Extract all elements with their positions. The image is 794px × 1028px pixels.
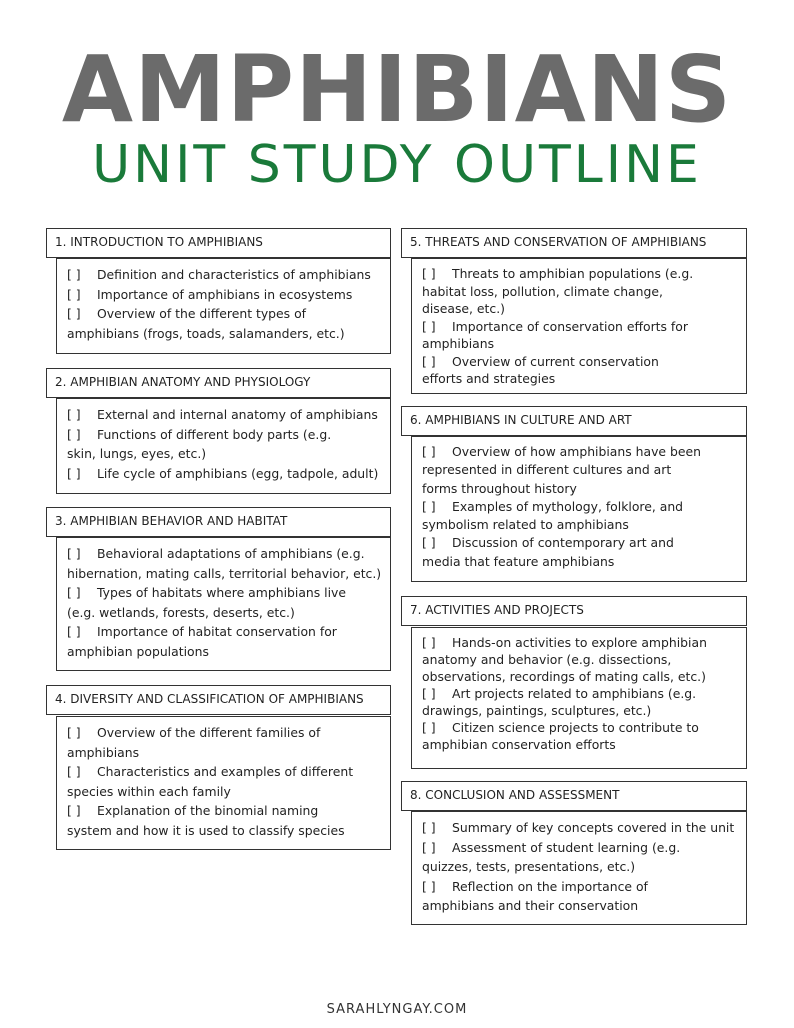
outline-item [422,668,746,685]
item-text: hibernation, mating calls, territorial behavior, etc.) [67,565,382,581]
outline-item [422,443,746,461]
checkbox-marker: [ ] [67,286,81,302]
section-heading: 3. AMPHIBIAN BEHAVIOR AND HABITAT [46,507,391,537]
section-items [411,811,747,925]
section-heading: 5. THREATS AND CONSERVATION OF AMPHIBIANS [401,228,747,258]
item-text: Summary of key concepts covered in the unit [452,820,735,835]
checkbox-marker: [ ] [67,624,81,639]
item-text: Importance of conservation efforts for [452,318,688,334]
item-text: amphibians and their conservation [422,898,639,913]
outline-item [67,444,390,464]
item-text: symbolism related to amphibians [422,517,629,533]
outline-item [67,464,390,484]
section-heading: 1. INTRODUCTION TO AMPHIBIANS [46,228,391,258]
checkbox-marker: [ ] [422,318,436,334]
outline-item [67,564,390,584]
checkbox-marker: [ ] [422,535,436,551]
outline-item [422,516,746,534]
outline-item [67,782,390,802]
section-items [411,627,747,769]
checkbox-marker: [ ] [67,407,81,422]
item-text: Hands-on activities to explore amphibian [452,635,707,650]
item-text: Examples of mythology, folklore, and [452,498,684,514]
outline-item [422,634,746,651]
outline-item [422,335,746,353]
outline-item [422,818,746,838]
item-text: Overview of how amphibians have been [452,444,701,459]
checkbox-marker: [ ] [422,878,436,894]
item-text: Life cycle of amphibians (egg, tadpole, adult) [97,465,379,481]
outline-item [67,285,390,305]
item-text: forms throughout history [422,480,577,496]
outline-item [67,723,390,743]
checkbox-marker: [ ] [422,444,436,459]
item-text: species within each family [67,783,231,799]
section-heading: 2. AMPHIBIAN ANATOMY AND PHYSIOLOGY [46,368,391,398]
item-text: Functions of different body parts (e.g. [97,426,332,442]
outline-item [67,743,390,763]
section-items [56,398,391,494]
section-items [56,716,391,850]
item-text: Overview of the different families of [97,725,321,740]
item-text: Discussion of contemporary art and [452,535,674,551]
item-text: amphibians (frogs, toads, salamanders, etc.) [67,325,345,341]
item-text: anatomy and behavior (e.g. dissections, [422,652,672,667]
item-text: Importance of habitat conservation for [97,624,337,639]
item-text: Overview of the different types of [97,306,307,321]
item-text: disease, etc.) [422,301,506,316]
outline-item [67,801,390,821]
outline-item [422,719,746,736]
section-heading: 8. CONCLUSION AND ASSESSMENT [401,781,747,811]
outline-item [67,821,390,841]
outline-item [422,838,746,858]
outline-item [422,318,746,336]
checkbox-marker: [ ] [67,465,81,481]
section-items [411,436,747,582]
section-items [56,258,391,354]
outline-item [422,370,746,388]
item-text: Art projects related to amphibians (e.g. [452,686,697,701]
item-text: Characteristics and examples of different [97,764,354,779]
checkbox-marker: [ ] [422,635,436,650]
item-text: skin, lungs, eyes, etc.) [67,446,207,461]
item-text: amphibians [422,336,495,351]
outline-item [422,736,746,753]
item-text: habitat loss, pollution, climate change, [422,283,663,299]
checkbox-marker: [ ] [422,353,436,369]
page-title: AMPHIBIANS [61,36,733,143]
item-text: amphibian conservation efforts [422,737,616,752]
outline-item [422,651,746,668]
item-text: Types of habitats where amphibians live [97,585,346,600]
checkbox-marker: [ ] [67,426,81,442]
item-text: Explanation of the binomial naming [97,803,319,818]
section-heading: 7. ACTIVITIES AND PROJECTS [401,596,747,626]
item-text: Assessment of student learning (e.g. [452,839,681,855]
item-text: efforts and strategies [422,371,556,386]
outline-item [67,622,390,642]
outline-item [422,553,746,571]
outline-item [422,265,746,283]
item-text: Citizen science projects to contribute to [452,720,699,735]
item-text: Definition and characteristics of amphibians [97,267,371,282]
item-text: External and internal anatomy of amphibians [97,407,378,422]
outline-item [67,583,390,603]
checkbox-marker: [ ] [67,725,81,740]
outline-item [422,353,746,371]
checkbox-marker: [ ] [67,764,81,779]
item-text: Behavioral adaptations of amphibians (e.g. [97,546,365,561]
item-text: Threats to amphibian populations (e.g. [452,266,694,281]
page-subtitle: UNIT STUDY OUTLINE [92,135,702,195]
item-text: observations, recordings of mating calls, etc.) [422,669,706,684]
outline-item [422,498,746,516]
outline-item [422,857,746,877]
outline-item [67,405,390,425]
outline-item [67,603,390,623]
checkbox-marker: [ ] [422,820,436,835]
item-text: amphibians [67,744,140,760]
outline-item [67,544,390,564]
outline-item [422,534,746,552]
section-items [56,537,391,671]
item-text: system and how it is used to classify species [67,822,345,838]
checkbox-marker: [ ] [67,546,81,561]
checkbox-marker: [ ] [67,585,81,600]
item-text: (e.g. wetlands, forests, deserts, etc.) [67,604,295,620]
section-items [411,258,747,394]
outline-item [422,702,746,719]
item-text: Importance of amphibians in ecosystems [97,286,353,302]
item-text: drawings, paintings, sculptures, etc.) [422,703,652,718]
item-text: quizzes, tests, presentations, etc.) [422,859,636,874]
checkbox-marker: [ ] [67,267,81,282]
footer-site: SARAHLYNGAY.COM [326,1002,468,1017]
section-heading: 6. AMPHIBIANS IN CULTURE AND ART [401,406,747,436]
outline-item [67,304,390,324]
outline-item [67,265,390,285]
outline-item [422,685,746,702]
outline-item [422,896,746,916]
outline-item [422,877,746,897]
checkbox-marker: [ ] [422,686,436,701]
checkbox-marker: [ ] [422,498,436,514]
outline-item [67,425,390,445]
outline-item [67,762,390,782]
checkbox-marker: [ ] [67,306,81,321]
outline-item [422,300,746,318]
item-text: represented in different cultures and art [422,462,672,478]
item-text: amphibian populations [67,643,209,659]
checkbox-marker: [ ] [422,720,436,735]
outline-item [422,461,746,479]
item-text: Overview of current conservation [452,353,659,369]
checkbox-marker: [ ] [67,803,81,818]
outline-item [67,324,390,344]
outline-item [67,642,390,662]
item-text: media that feature amphibians [422,553,615,569]
outline-item [422,283,746,301]
checkbox-marker: [ ] [422,839,436,855]
checkbox-marker: [ ] [422,266,436,281]
item-text: Reflection on the importance of [452,878,648,894]
outline-item [422,480,746,498]
section-heading: 4. DIVERSITY AND CLASSIFICATION OF AMPHIBIANS [46,685,391,715]
